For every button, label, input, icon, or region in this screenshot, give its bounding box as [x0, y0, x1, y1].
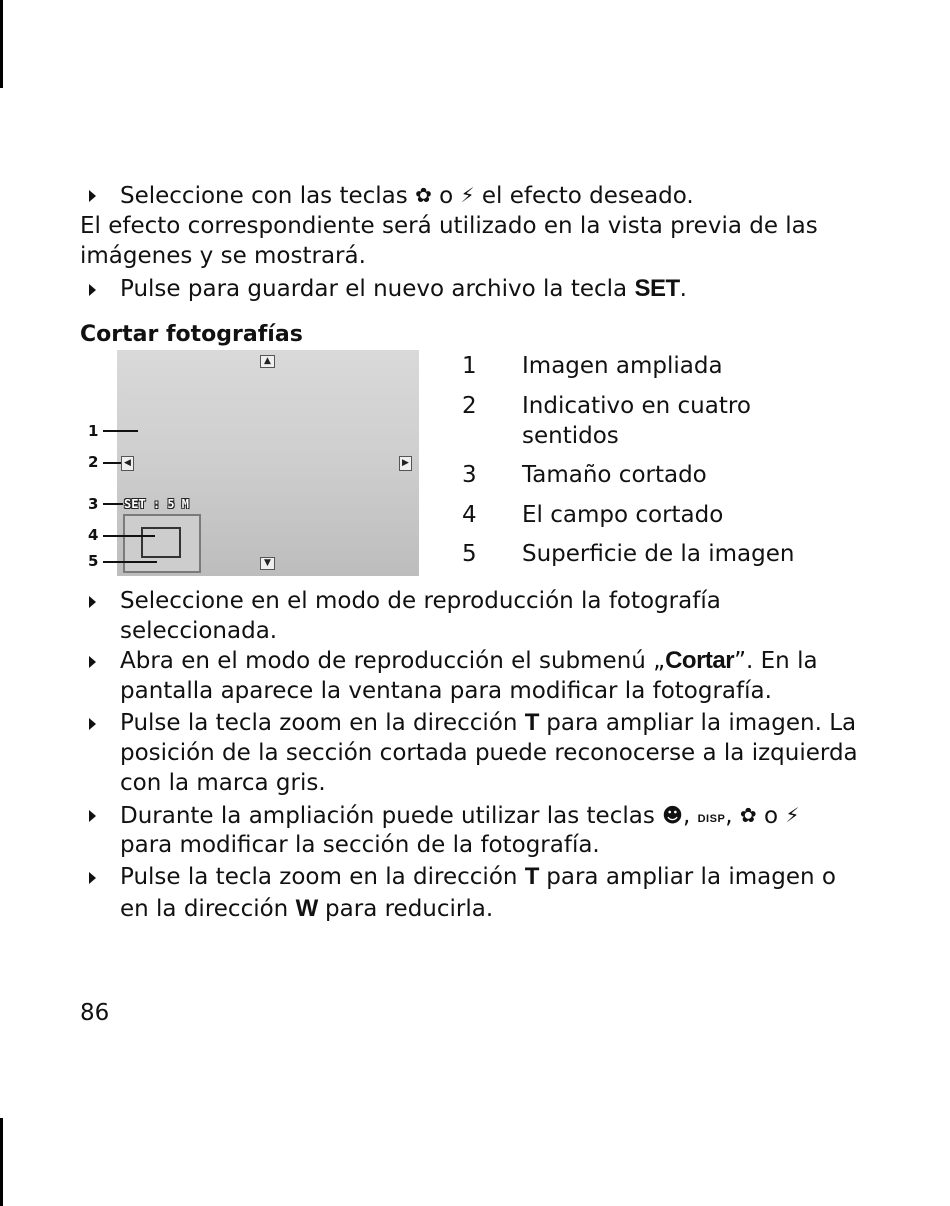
disp-key-label: DISP: [697, 813, 726, 825]
step-2-line-1: [120, 646, 818, 676]
legend-number: 5: [462, 541, 477, 567]
step-3-text-a: Pulse la tecla zoom en la dirección: [120, 710, 525, 736]
callout-line-4: [103, 535, 155, 537]
legend-text: El campo cortado: [522, 502, 724, 528]
callout-number-4: 4: [88, 526, 99, 544]
callout-number-1: 1: [88, 422, 99, 440]
step-5-line-1: [120, 862, 836, 892]
bullet-arrow-icon: [86, 646, 98, 676]
step-4-line-2: para modificar la sección de la fotografía.: [120, 832, 600, 858]
macro-icon: ✿: [739, 803, 757, 827]
intro-bullet-2-text-a: Pulse para guardar el nuevo archivo la tecla: [120, 276, 635, 302]
callout-number-3: 3: [88, 495, 99, 513]
zoom-w-key: W: [295, 895, 318, 922]
legend-text: Tamaño cortado: [522, 462, 707, 488]
bullet-arrow-icon: [86, 586, 98, 616]
right-arrow-icon: ▶: [399, 456, 412, 471]
step-3-text-b: para ampliar la imagen. La: [538, 710, 857, 736]
section-heading: Cortar fotografías: [80, 322, 303, 347]
up-arrow-icon: ▲: [260, 355, 275, 368]
intro-bullet-2: [120, 274, 687, 304]
face-detection-icon: ☻: [662, 803, 683, 827]
flash-icon: ⚡: [460, 183, 475, 207]
zoom-t-key: T: [524, 863, 539, 890]
step-3-line-2: posición de la sección cortada puede reconocerse a la izquierda: [120, 740, 858, 766]
legend-number: 1: [462, 353, 477, 379]
legend-text: Imagen ampliada: [522, 353, 723, 379]
intro-bullet-1-text-a: Seleccione con las teclas: [120, 183, 416, 209]
down-arrow-icon: ▼: [260, 557, 275, 570]
macro-icon: ✿: [415, 183, 432, 207]
step-5-text-c: en la dirección: [120, 896, 296, 922]
zoom-t-key: T: [524, 709, 539, 736]
page-number: 86: [80, 1000, 110, 1026]
step-1-line-2: seleccionada.: [120, 618, 278, 644]
callout-line-3: [103, 503, 123, 505]
step-4-text-a: Durante la ampliación puede utilizar las teclas: [120, 803, 663, 829]
legend-number: 2: [462, 393, 477, 419]
step-4-line-1: [120, 800, 799, 834]
crop-field-box: [141, 527, 181, 558]
callout-number-2: 2: [88, 453, 99, 471]
intro-paragraph-line-1: El efecto correspondiente será utilizado en la vista previa de las: [80, 213, 818, 239]
intro-paragraph-line-2: imágenes y se mostrará.: [80, 243, 366, 269]
step-2-line-2: pantalla aparece la ventana para modificar la fotografía.: [120, 678, 772, 704]
legend-number: 4: [462, 502, 477, 528]
callout-line-1: [103, 430, 138, 432]
callout-line-5: [103, 561, 157, 563]
bullet-arrow-icon: [86, 180, 98, 210]
step-5-text-d: para reducirla.: [317, 896, 494, 922]
set-key-label: SET: [634, 275, 680, 302]
step-5-text-a: Pulse la tecla zoom en la dirección: [120, 864, 525, 890]
bullet-arrow-icon: [86, 800, 98, 830]
left-arrow-icon: ◀: [121, 456, 134, 471]
intro-bullet-1-text-mid: o: [431, 183, 461, 209]
callout-number-5: 5: [88, 552, 99, 570]
step-5-line-2: [120, 894, 493, 924]
callout-line-2: [103, 462, 121, 464]
step-3-line-3: con la marca gris.: [120, 770, 326, 796]
crop-size-label: SET : 5 M: [124, 497, 190, 511]
step-4-or: o: [756, 803, 786, 829]
legend-text: sentidos: [522, 423, 619, 449]
step-2-text-a: Abra en el modo de reproducción el submenú „: [120, 648, 666, 674]
crop-mark-top: [0, 0, 3, 88]
legend-text: Indicativo en cuatro: [522, 393, 751, 419]
step-5-text-b: para ampliar la imagen o: [538, 864, 836, 890]
step-4-separator: ,: [682, 803, 698, 829]
crop-mark-bottom: [0, 1118, 3, 1206]
bullet-arrow-icon: [86, 708, 98, 738]
step-4-separator: ,: [725, 803, 740, 829]
cortar-menu-label: Cortar: [665, 647, 735, 674]
step-1-line-1: Seleccione en el modo de reproducción la fotografía: [120, 588, 721, 614]
step-2-text-b: ”. En la: [734, 648, 818, 674]
bullet-arrow-icon: [86, 274, 98, 304]
legend-number: 3: [462, 462, 477, 488]
bullet-arrow-icon: [86, 862, 98, 892]
intro-bullet-1-text-b: el efecto deseado.: [474, 183, 694, 209]
intro-bullet-2-text-b: .: [679, 276, 687, 302]
legend-text: Superficie de la imagen: [522, 541, 795, 567]
step-3-line-1: [120, 708, 856, 738]
flash-icon: ⚡: [785, 803, 800, 827]
intro-bullet-1: [120, 180, 694, 211]
